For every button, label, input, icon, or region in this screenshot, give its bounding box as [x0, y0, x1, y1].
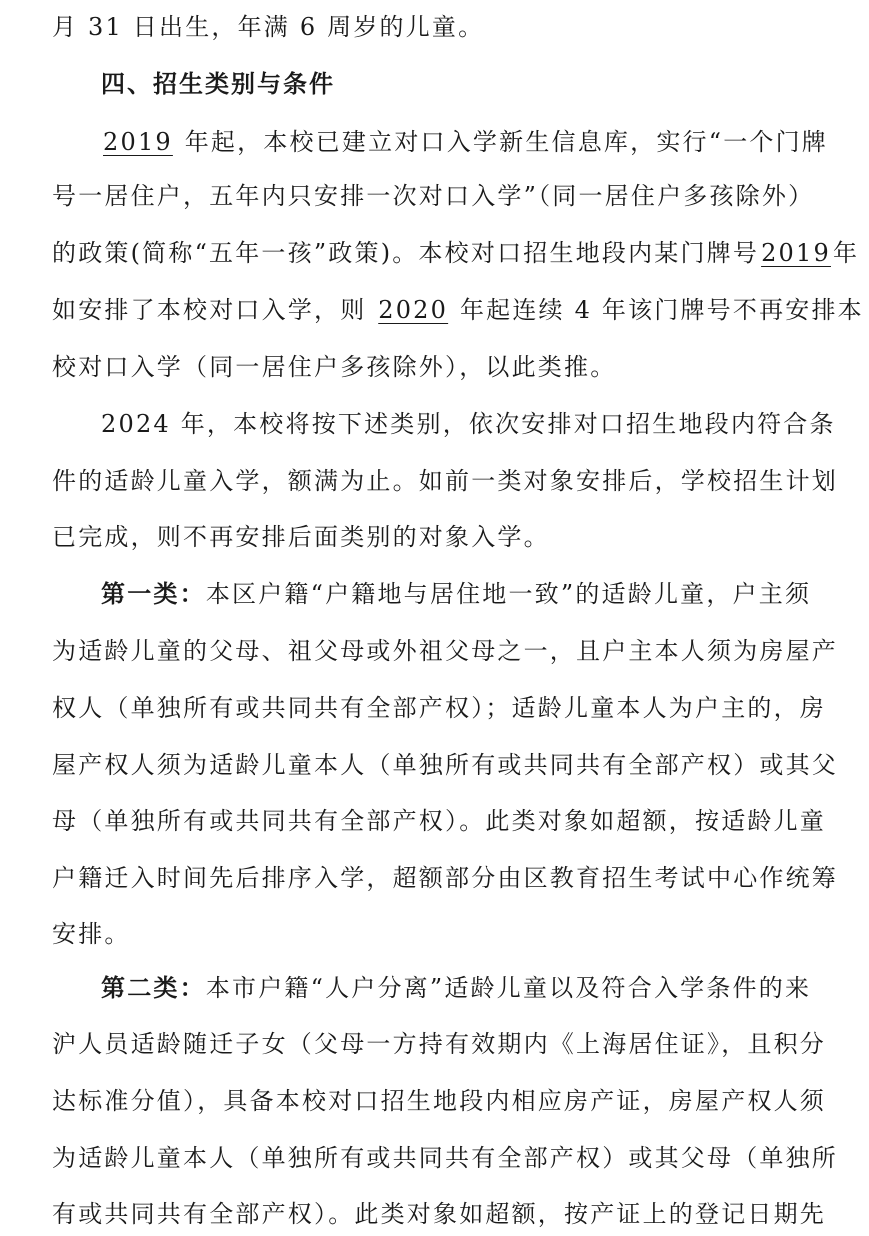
text-line: 权人（单独所有或共同共有全部产权）；适龄儿童本人为户主的，房: [52, 694, 826, 722]
text-line: [101, 968, 813, 1008]
category-label: 第二类：: [101, 973, 206, 1002]
category-label: 第一类：: [101, 579, 206, 608]
text-line: 沪人员适龄随迁子女（父母一方持有效期内《上海居住证》，且积分: [52, 1030, 826, 1058]
text-line: 有或共同共有全部产权）。此类对象如超额，按产证上的登记日期先: [52, 1200, 826, 1228]
text-span: 的政策(简称“五年一孩”政策)。本校对口招生地段内某门牌号: [52, 239, 760, 267]
text-line: 2024 年，本校将按下述类别，依次安排对口招生地段内符合条: [101, 410, 836, 438]
text-span: 年起，本校已建立对口入学新生信息库，实行“一个门牌: [174, 128, 828, 156]
text-line: 校对口入学（同一居住户多孩除外），以此类推。: [52, 353, 617, 381]
underlined-year: 2019: [761, 239, 831, 267]
text-line: 已完成，则不再安排后面类别的对象入学。: [52, 523, 550, 551]
text-line: 母（单独所有或共同共有全部产权）。此类对象如超额，按适龄儿童: [52, 807, 826, 835]
text-line: [101, 574, 813, 614]
text-line: 月 31 日出生，年满 6 周岁的儿童。: [52, 13, 485, 41]
text-line: 达标准分值），具备本校对口招生地段内相应房产证，房屋产权人须: [52, 1087, 826, 1115]
text-span: 本市户籍“人户分离”适龄儿童以及符合入学条件的来: [205, 974, 812, 1002]
text-line: 屋产权人须为适龄儿童本人（单独所有或共同共有全部产权）或其父: [52, 751, 838, 779]
underlined-year: 2020: [378, 296, 449, 324]
text-span: 本区户籍“户籍地与居住地一致”的适龄儿童，户主须: [205, 580, 812, 608]
section-heading: 四、招生类别与条件: [101, 69, 335, 98]
text-line: 户籍迁入时间先后排序入学，超额部分由区教育招生考试中心作统筹: [52, 864, 838, 892]
text-line: [101, 122, 828, 162]
text-line: [52, 290, 864, 330]
text-span: 年起连续 4 年该门牌号不再安排本: [450, 296, 864, 324]
text-line: 号一居住户，五年内只安排一次对口入学”（同一居住户多孩除外）: [52, 182, 815, 210]
text-line: 件的适龄儿童入学，额满为止。如前一类对象安排后，学校招生计划: [52, 467, 838, 495]
text-line: 安排。: [52, 920, 131, 948]
text-line: 为适龄儿童的父母、祖父母或外祖父母之一，且户主本人须为房屋产: [52, 637, 838, 665]
text-span: 如安排了本校对口入学，则: [52, 296, 377, 324]
text-line: 为适龄儿童本人（单独所有或共同共有全部产权）或其父母（单独所: [52, 1144, 838, 1172]
text-line: [52, 233, 860, 273]
text-span: 年: [832, 239, 860, 267]
underlined-year: 2019: [103, 128, 173, 156]
